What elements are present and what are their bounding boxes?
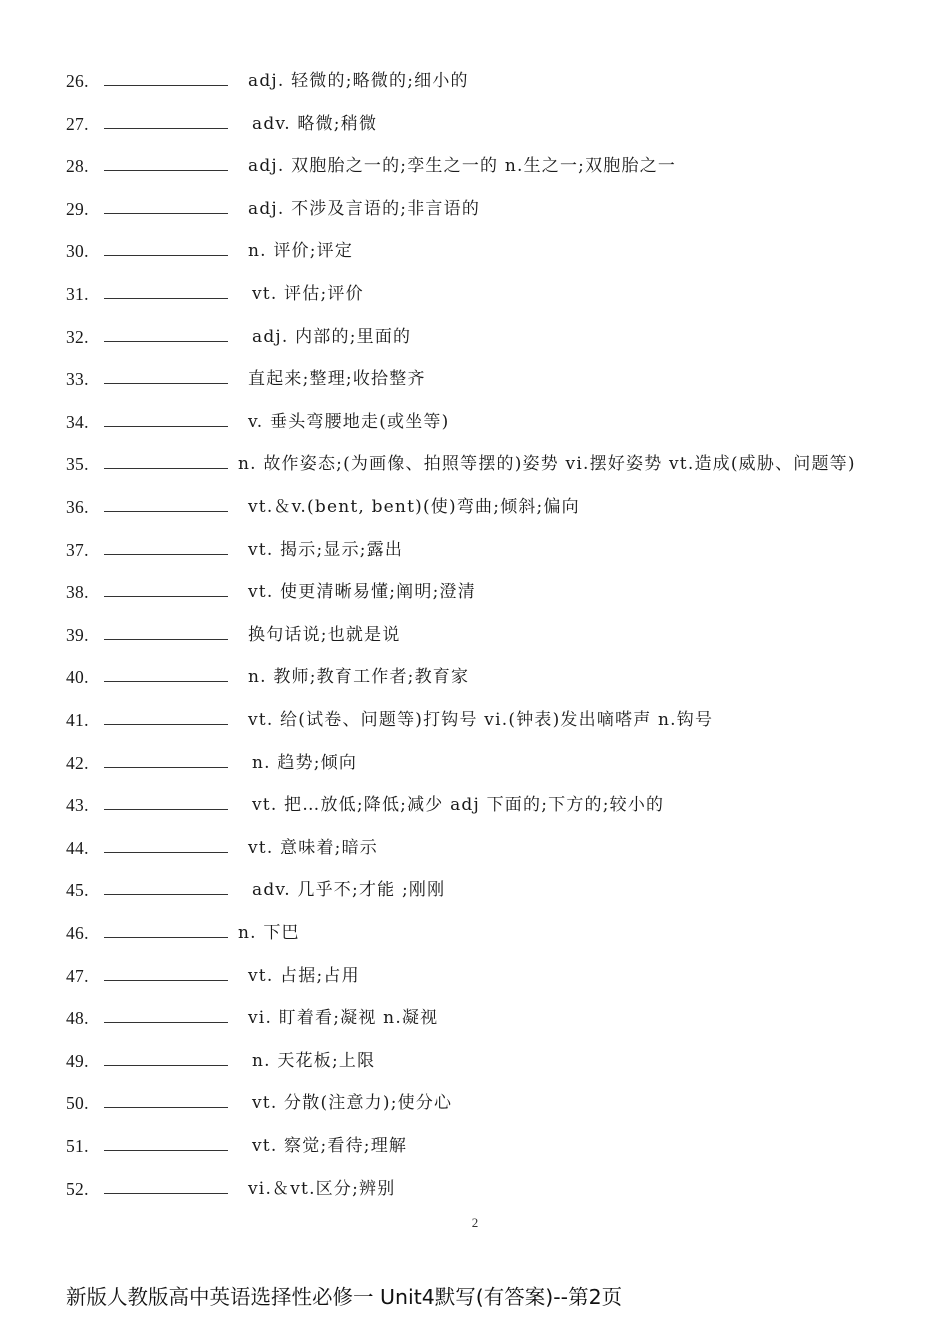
item-number: 28. (66, 156, 89, 177)
item-definition: vt. 把…放低;降低;减少 adj 下面的;下方的;较小的 (252, 795, 665, 816)
item-definition: vt. 给(试卷、问题等)打钩号 vi.(钟表)发出嘀嗒声 n.钩号 (248, 710, 714, 730)
answer-blank[interactable] (104, 341, 228, 342)
answer-blank[interactable] (104, 1193, 228, 1194)
vocab-item (0, 280, 950, 308)
vocab-item (0, 621, 950, 649)
answer-blank[interactable] (104, 809, 228, 810)
vocab-item (0, 493, 950, 521)
item-definition: 直起来;整理;收拾整齐 (248, 369, 426, 390)
vocab-item (0, 1175, 950, 1203)
item-number: 48. (66, 1008, 89, 1029)
item-number: 42. (66, 752, 89, 773)
item-definition: adv. 略微;稍微 (252, 113, 378, 134)
item-number: 47. (66, 965, 89, 986)
item-number: 30. (66, 241, 89, 262)
item-definition: n. 天花板;上限 (252, 1050, 376, 1071)
vocab-item (0, 791, 950, 819)
answer-blank[interactable] (104, 298, 228, 299)
answer-blank[interactable] (104, 639, 228, 640)
vocab-item (0, 1004, 950, 1032)
vocab-item (0, 450, 950, 478)
item-definition: adj. 不涉及言语的;非言语的 (248, 198, 481, 219)
item-definition: 换句话说;也就是说 (248, 624, 401, 645)
vocab-item (0, 408, 950, 436)
answer-blank[interactable] (104, 554, 228, 555)
answer-blank[interactable] (104, 128, 228, 129)
item-number: 36. (66, 497, 89, 517)
vocab-item (0, 152, 950, 180)
answer-blank[interactable] (104, 85, 228, 86)
answer-blank[interactable] (104, 170, 228, 171)
item-number: 43. (66, 795, 89, 816)
answer-blank[interactable] (104, 1065, 228, 1066)
item-definition: vt. 评估;评价 (252, 284, 364, 304)
vocab-item (0, 1047, 950, 1075)
item-definition: n. 评价;评定 (248, 241, 354, 262)
item-number: 46. (66, 923, 89, 943)
answer-blank[interactable] (104, 1022, 228, 1023)
item-definition: n. 趋势;倾向 (252, 752, 358, 773)
vocab-item (0, 195, 950, 223)
answer-blank[interactable] (104, 511, 228, 512)
answer-blank[interactable] (104, 681, 228, 682)
item-number: 34. (66, 411, 89, 432)
page-number: 2 (471, 1215, 479, 1230)
item-number: 27. (66, 113, 89, 134)
item-definition: adv. 几乎不;才能 ;刚刚 (252, 880, 446, 901)
vocab-item (0, 749, 950, 777)
vocab-item (0, 323, 950, 351)
item-definition: vt. 揭示;显示;露出 (248, 539, 404, 560)
answer-blank[interactable] (104, 894, 228, 895)
item-definition: vt. 使更清晰易懂;阐明;澄清 (248, 582, 476, 603)
answer-blank[interactable] (104, 596, 228, 597)
vocab-item (0, 1089, 950, 1117)
answer-blank[interactable] (104, 937, 228, 938)
vocab-item (0, 237, 950, 265)
answer-blank[interactable] (104, 468, 228, 469)
vocab-item (0, 919, 950, 947)
vocab-item (0, 834, 950, 862)
item-definition: vi.＆vt.区分;辨别 (248, 1178, 396, 1199)
answer-blank[interactable] (104, 852, 228, 853)
item-number: 52. (66, 1178, 89, 1199)
vocab-item (0, 706, 950, 734)
item-definition: v. 垂头弯腰地走(或坐等) (248, 411, 450, 432)
answer-blank[interactable] (104, 724, 228, 725)
item-number: 39. (66, 624, 89, 645)
item-definition: vt. 察觉;看待;理解 (252, 1136, 408, 1156)
vocab-item (0, 1132, 950, 1160)
item-number: 26. (66, 71, 89, 91)
item-number: 41. (66, 710, 89, 730)
item-definition: vt. 分散(注意力);使分心 (252, 1093, 453, 1114)
item-number: 44. (66, 837, 89, 858)
item-definition: adj. 轻微的;略微的;细小的 (248, 71, 469, 91)
item-definition: adj. 双胞胎之一的;孪生之一的 n.生之一;双胞胎之一 (248, 156, 677, 177)
answer-blank[interactable] (104, 213, 228, 214)
vocab-item (0, 663, 950, 691)
item-number: 32. (66, 326, 89, 347)
vocab-item (0, 962, 950, 990)
item-definition: vt.＆v.(bent, bent)(使)弯曲;倾斜;偏向 (248, 497, 580, 517)
item-number: 31. (66, 284, 89, 304)
item-definition: adj. 内部的;里面的 (252, 326, 412, 347)
document-title: 新版人教版高中英语选择性必修一 Unit4默写(有答案)--第2页 (66, 1285, 623, 1309)
item-definition: vt. 意味着;暗示 (248, 837, 378, 858)
item-number: 50. (66, 1093, 89, 1114)
answer-blank[interactable] (104, 1150, 228, 1151)
item-number: 37. (66, 539, 89, 560)
item-number: 29. (66, 198, 89, 219)
answer-blank[interactable] (104, 383, 228, 384)
item-number: 33. (66, 369, 89, 390)
vocab-item (0, 536, 950, 564)
item-definition: n. 教师;教育工作者;教育家 (248, 667, 470, 688)
vocab-item (0, 67, 950, 95)
item-definition: n. 下巴 (238, 923, 300, 943)
vocab-item (0, 578, 950, 606)
vocab-item (0, 110, 950, 138)
answer-blank[interactable] (104, 255, 228, 256)
item-number: 35. (66, 454, 89, 475)
item-number: 51. (66, 1136, 89, 1156)
item-definition: n. 故作姿态;(为画像、拍照等摆的)姿势 vi.摆好姿势 vt.造成(威胁、问题等) (238, 454, 856, 475)
vocab-item (0, 876, 950, 904)
item-number: 38. (66, 582, 89, 603)
item-number: 49. (66, 1050, 89, 1071)
item-definition: vi. 盯着看;凝视 n.凝视 (248, 1008, 439, 1029)
answer-blank[interactable] (104, 426, 228, 427)
vocab-item (0, 365, 950, 393)
answer-blank[interactable] (104, 767, 228, 768)
item-number: 45. (66, 880, 89, 901)
answer-blank[interactable] (104, 1107, 228, 1108)
answer-blank[interactable] (104, 980, 228, 981)
item-number: 40. (66, 667, 89, 688)
item-definition: vt. 占据;占用 (248, 965, 360, 986)
